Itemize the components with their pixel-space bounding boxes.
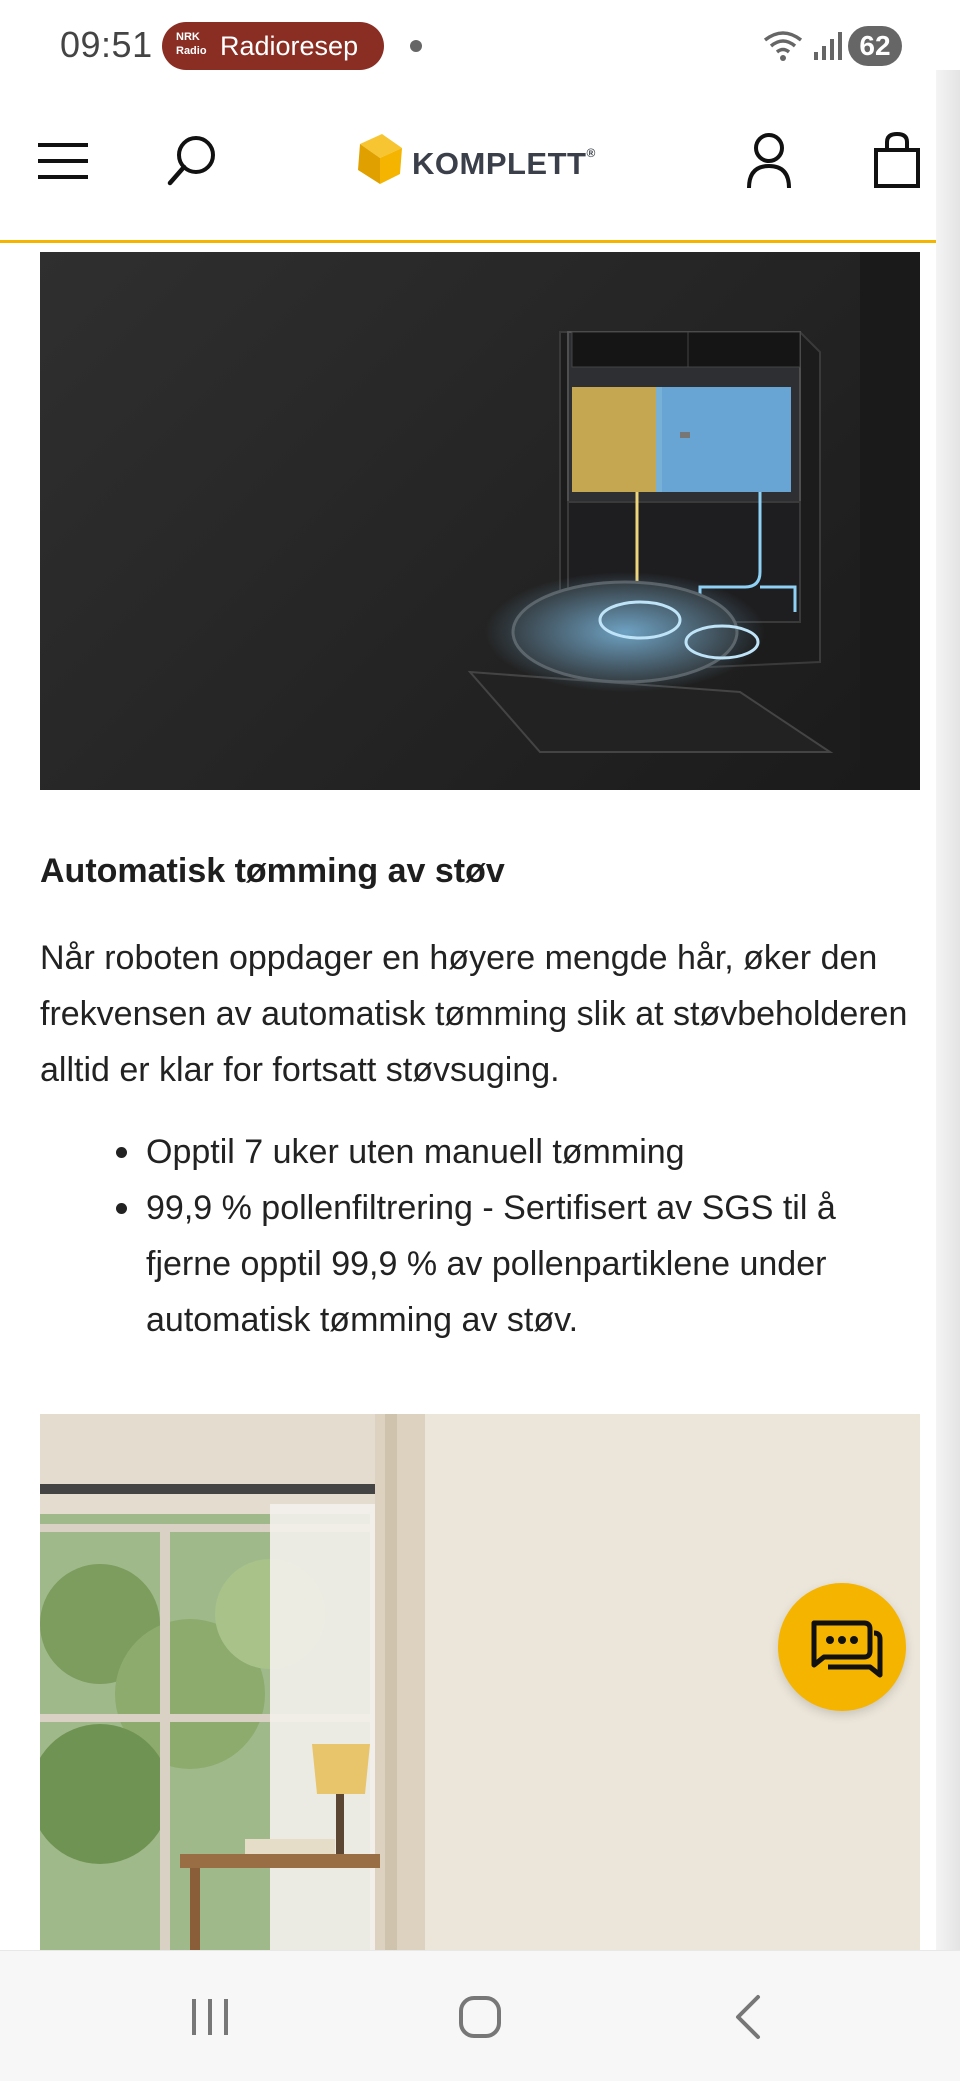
menu-button[interactable] (28, 126, 98, 196)
nrk-radio-logo: NRK Radio (176, 31, 207, 57)
robot-dock-illustration (40, 252, 920, 790)
cart-icon (862, 126, 932, 196)
feature-list (106, 1124, 906, 1348)
radio-notification-pill[interactable] (162, 22, 384, 70)
back-button[interactable] (720, 1987, 780, 2047)
product-image-robot-dock (40, 252, 920, 790)
wifi-icon (762, 28, 804, 62)
status-bar (0, 0, 960, 92)
signal-icon (812, 30, 842, 62)
list-item: Opptil 7 uker uten manuell tømming (106, 1124, 906, 1180)
bullet-icon (116, 1147, 127, 1158)
search-icon (158, 126, 228, 196)
search-button[interactable] (158, 126, 228, 196)
recents-button[interactable] (180, 1987, 240, 2047)
logo-text: KOMPLETT® (412, 146, 596, 181)
recents-icon (180, 1987, 240, 2047)
home-icon (450, 1987, 510, 2047)
site-header (0, 92, 960, 243)
komplett-logo[interactable] (352, 122, 612, 202)
notification-dot-icon (410, 40, 422, 52)
section-title: Automatisk tømming av støv (40, 852, 505, 890)
battery-indicator: 62 (848, 26, 902, 66)
chat-button[interactable] (778, 1583, 906, 1711)
system-nav-bar (0, 1950, 960, 2081)
menu-icon (28, 126, 98, 196)
komplett-logo-icon (352, 130, 406, 190)
section-body: Når roboten oppdager en høyere mengde hår, øker den frekvensen av automatisk tømming slik at støvbeholderen alltid er klar for fortsatt støvsuging. (40, 939, 908, 1089)
radio-label: Radioresep (220, 31, 359, 61)
status-time: 09:51 (60, 24, 153, 65)
list-item: 99,9 % pollenfiltrering - Sertifisert av SGS til å fjerne opptil 99,9 % av pollenpartiklene under automatisk tømming av støv. (106, 1180, 906, 1348)
account-icon (734, 126, 804, 196)
back-icon (720, 1987, 780, 2047)
account-button[interactable] (734, 126, 804, 196)
edge-shade (936, 70, 960, 1950)
home-button[interactable] (450, 1987, 510, 2047)
cart-button[interactable] (862, 126, 932, 196)
bullet-icon (116, 1203, 127, 1214)
chat-icon (778, 1583, 906, 1711)
